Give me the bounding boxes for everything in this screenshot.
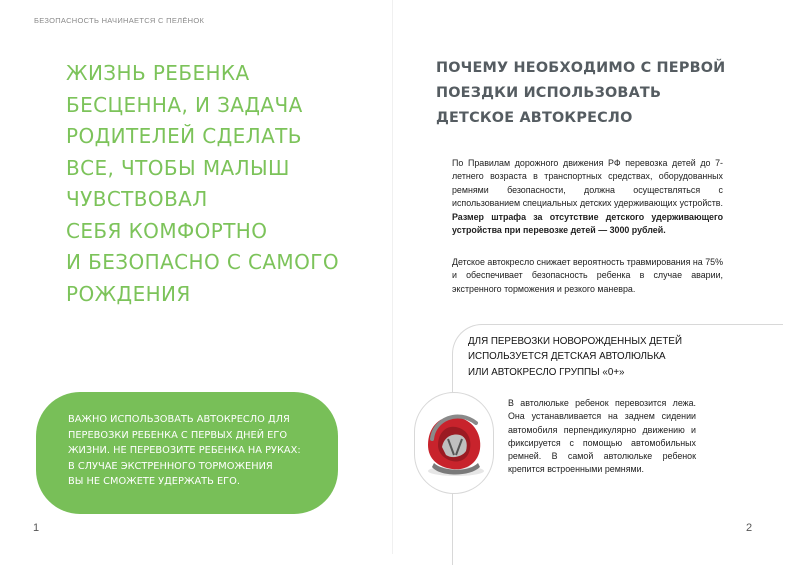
hero-heading-line: СЕБЯ КОМФОРТНО [66, 218, 268, 243]
page-divider [392, 0, 393, 554]
card-title [468, 334, 718, 380]
card-body: В автолюльке ребенок перевозится лежа. Она устанавливается на заднем сидении автомобиля перпендикулярно движению и фиксируется с помощью автомобильных ремней. В самой автолюльке ребенок крепится встроенными ремнями. [508, 398, 696, 475]
car-seat-image [414, 392, 494, 494]
page-number-left: 1 [33, 522, 40, 534]
rules-paragraph [452, 157, 723, 237]
card-title-line: ДЛЯ ПЕРЕВОЗКИ НОВОРОЖДЕННЫХ ДЕТЕЙ [468, 336, 682, 347]
hero-heading-line: РОЖДЕНИЯ [66, 281, 191, 306]
section-heading-line: ПОЧЕМУ НЕОБХОДИМО С ПЕРВОЙ [436, 60, 726, 76]
callout-line: ВАЖНО ИСПОЛЬЗОВАТЬ АВТОКРЕСЛО ДЛЯ [68, 414, 290, 425]
callout-line: В СЛУЧАЕ ЭКСТРЕННОГО ТОРМОЖЕНИЯ [68, 460, 273, 472]
callout-text [68, 412, 328, 490]
fine-text: Размер штрафа за отсутствие детского удерживающего устройства при перевозке детей — 3000 рублей. [452, 211, 723, 236]
hero-heading-line: ЖИЗНЬ РЕБЕНКА [66, 61, 250, 85]
card-title-line: ИЛИ АВТОКРЕСЛО ГРУППЫ «0+» [468, 366, 625, 378]
hero-heading-line: БЕСЦЕННА, И ЗАДАЧА [66, 92, 303, 117]
rules-text: По Правилам дорожного движения РФ перевозка детей до 7-летнего возраста в транспортных средствах, оборудованных ремнями безопасности, должна осуществляться с использованием специальных детских удерживающих устройств. [452, 158, 723, 209]
hero-heading-line: ВСЕ, ЧТОБЫ МАЛЫШ [66, 155, 290, 180]
running-header: БЕЗОПАСНОСТЬ НАЧИНАЕТСЯ С ПЕЛЁНОК [34, 16, 205, 25]
callout-line: ВЫ НЕ СМОЖЕТЕ УДЕРЖАТЬ ЕГО. [68, 476, 240, 487]
section-heading-line: ДЕТСКОЕ АВТОКРЕСЛО [436, 110, 633, 126]
infant-car-seat-icon [418, 405, 490, 481]
section-heading [436, 56, 736, 131]
safety-paragraph: Детское автокресло снижает вероятность травмирования на 75% и обеспечивает безопасность ребенка в случае аварии, экстренного торможения и резкого маневра. [452, 257, 723, 294]
page-number-right: 2 [746, 522, 753, 534]
hero-heading-line: РОДИТЕЛЕЙ СДЕЛАТЬ [66, 124, 302, 148]
hero-heading-line: ЧУВСТВОВАЛ [66, 187, 208, 211]
hero-heading [66, 58, 366, 310]
hero-heading-line: И БЕЗОПАСНО С САМОГО [66, 250, 339, 274]
card-title-line: ИСПОЛЬЗУЕТСЯ ДЕТСКАЯ АВТОЛЮЛЬКА [468, 351, 666, 363]
callout-line: ЖИЗНИ. НЕ ПЕРЕВОЗИТЕ РЕБЕНКА НА РУКАХ: [68, 445, 301, 456]
callout-line: ПЕРЕВОЗКИ РЕБЕНКА С ПЕРВЫХ ДНЕЙ ЕГО [68, 429, 288, 441]
section-heading-line: ПОЕЗДКИ ИСПОЛЬЗОВАТЬ [436, 85, 662, 101]
